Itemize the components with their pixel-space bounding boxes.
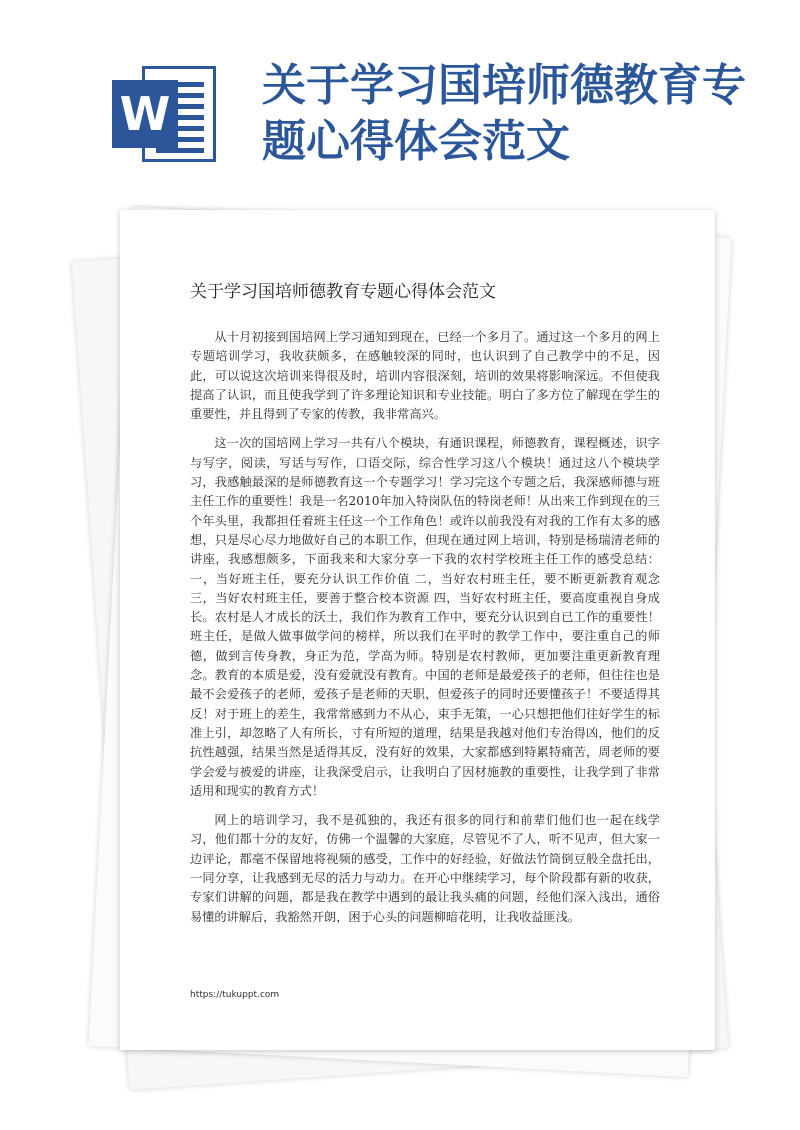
- paragraph-3: 网上的培训学习，我不是孤独的，我还有很多的同行和前辈们他们也一起在线学习，他们都十分的友好，仿佛一个温馨的大家庭，尽管见不了人，听不见声，但大家一边评论，都毫不保留地将视频的感受，工作中的好经验，好做法竹筒倒豆般全盘托出，一同分享，让我感到无尽的活力与动力。在开心中继续学习，每个阶段都有新的收获，专家们讲解的问题，都是我在教学中遇到的最让我头痛的问题，经他们深入浅出，通俗易懂的讲解后，我豁然开朗，困于心头的问题柳暗花明，让我收益匪浅。: [190, 813, 660, 924]
- page-title: 关于学习国培师德教育专题心得体会范文: [262, 60, 746, 167]
- source-url: https://tukuppt.com: [190, 990, 280, 1000]
- paragraph-1: 从十月初接到国培网上学习通知到现在，已经一个多月了。通过这一个多月的网上专题培训学习，我收获颇多，在感触较深的同时，也认识到了自己教学中的不足，因此，可以说这次培训来得很及时，培训内容很深刻，培训的效果将影响深远。不但使我提高了认识，而且使我学到了许多理论知识和专业技能。明白了多方位了解现在学生的重要性，并且得到了专家的传教，我非常高兴。: [190, 330, 660, 422]
- word-document-icon: [112, 66, 216, 162]
- word-logo-letter: W: [112, 80, 178, 148]
- document-page: [120, 210, 715, 1050]
- paragraph-2: 这一次的国培网上学习一共有八个模块，有通识课程，师德教育，课程概述，识字与写字，阅读，写话与写作，口语交际，综合性学习这八个模块！通过这八个模块学习，我感触最深的是师德教育这一个专题学习！学习完这个专题之后，我深感师德与班主任工作的重要性！我是一名2010年加入特岗队伍的特岗老师！从出来工作到现在的三个年头里，我都担任着班主任这一个工作角色！或许以前我没有对我的工作有太多的感想，只是尽心尽力地做好自己的本职工作，但现在通过网上培训，特别是杨瑞清老师的讲座，我感想颇多，下面我来和大家分享一下我的农村学校班主任工作的感受总结：一，当好班主任，要充分认识工作价值 二，当好农村班主任，要不断更新教育观念 三，当好农村班主任，要善于整合校本资源 四，当好农村班主任，要高度重视自身成长。农村是人才成长的沃土，我们作为教育工作中，要充分认识到自已工作的重要性！班主任，是做人做事做学问的榜样，所以我们在平时的教学工作中，要注重自己的师德，做到言传身教，身正为范，学高为师。特别是农村教师，更加要注重更新教育理念。教育的本质是爱，没有爱就没有教育。中国的老师是最爱孩子的老师，但往往也是最不会爱孩子的老师，爱孩子是老师的天职，但爱孩子的同时还要懂孩子！不要适得其反！对于班上的差生，我常常感到力不从心，束手无策，一心只想把他们往好学生的标准上引，却忽略了人有所长，寸有所短的道理，结果是我越对他们专治得凶，他们的反抗性越强，结果当然是适得其反，没有好的效果，大家都感到特累特痛苦，周老师的要学会爱与被爱的讲座，让我深受启示，让我明白了因材施教的重要性，让我学到了非常适用和现实的教育方式！: [190, 436, 660, 798]
- header: [0, 0, 800, 200]
- document-title: 关于学习国培师德教育专题心得体会范文: [190, 282, 496, 302]
- document-body: [190, 328, 660, 937]
